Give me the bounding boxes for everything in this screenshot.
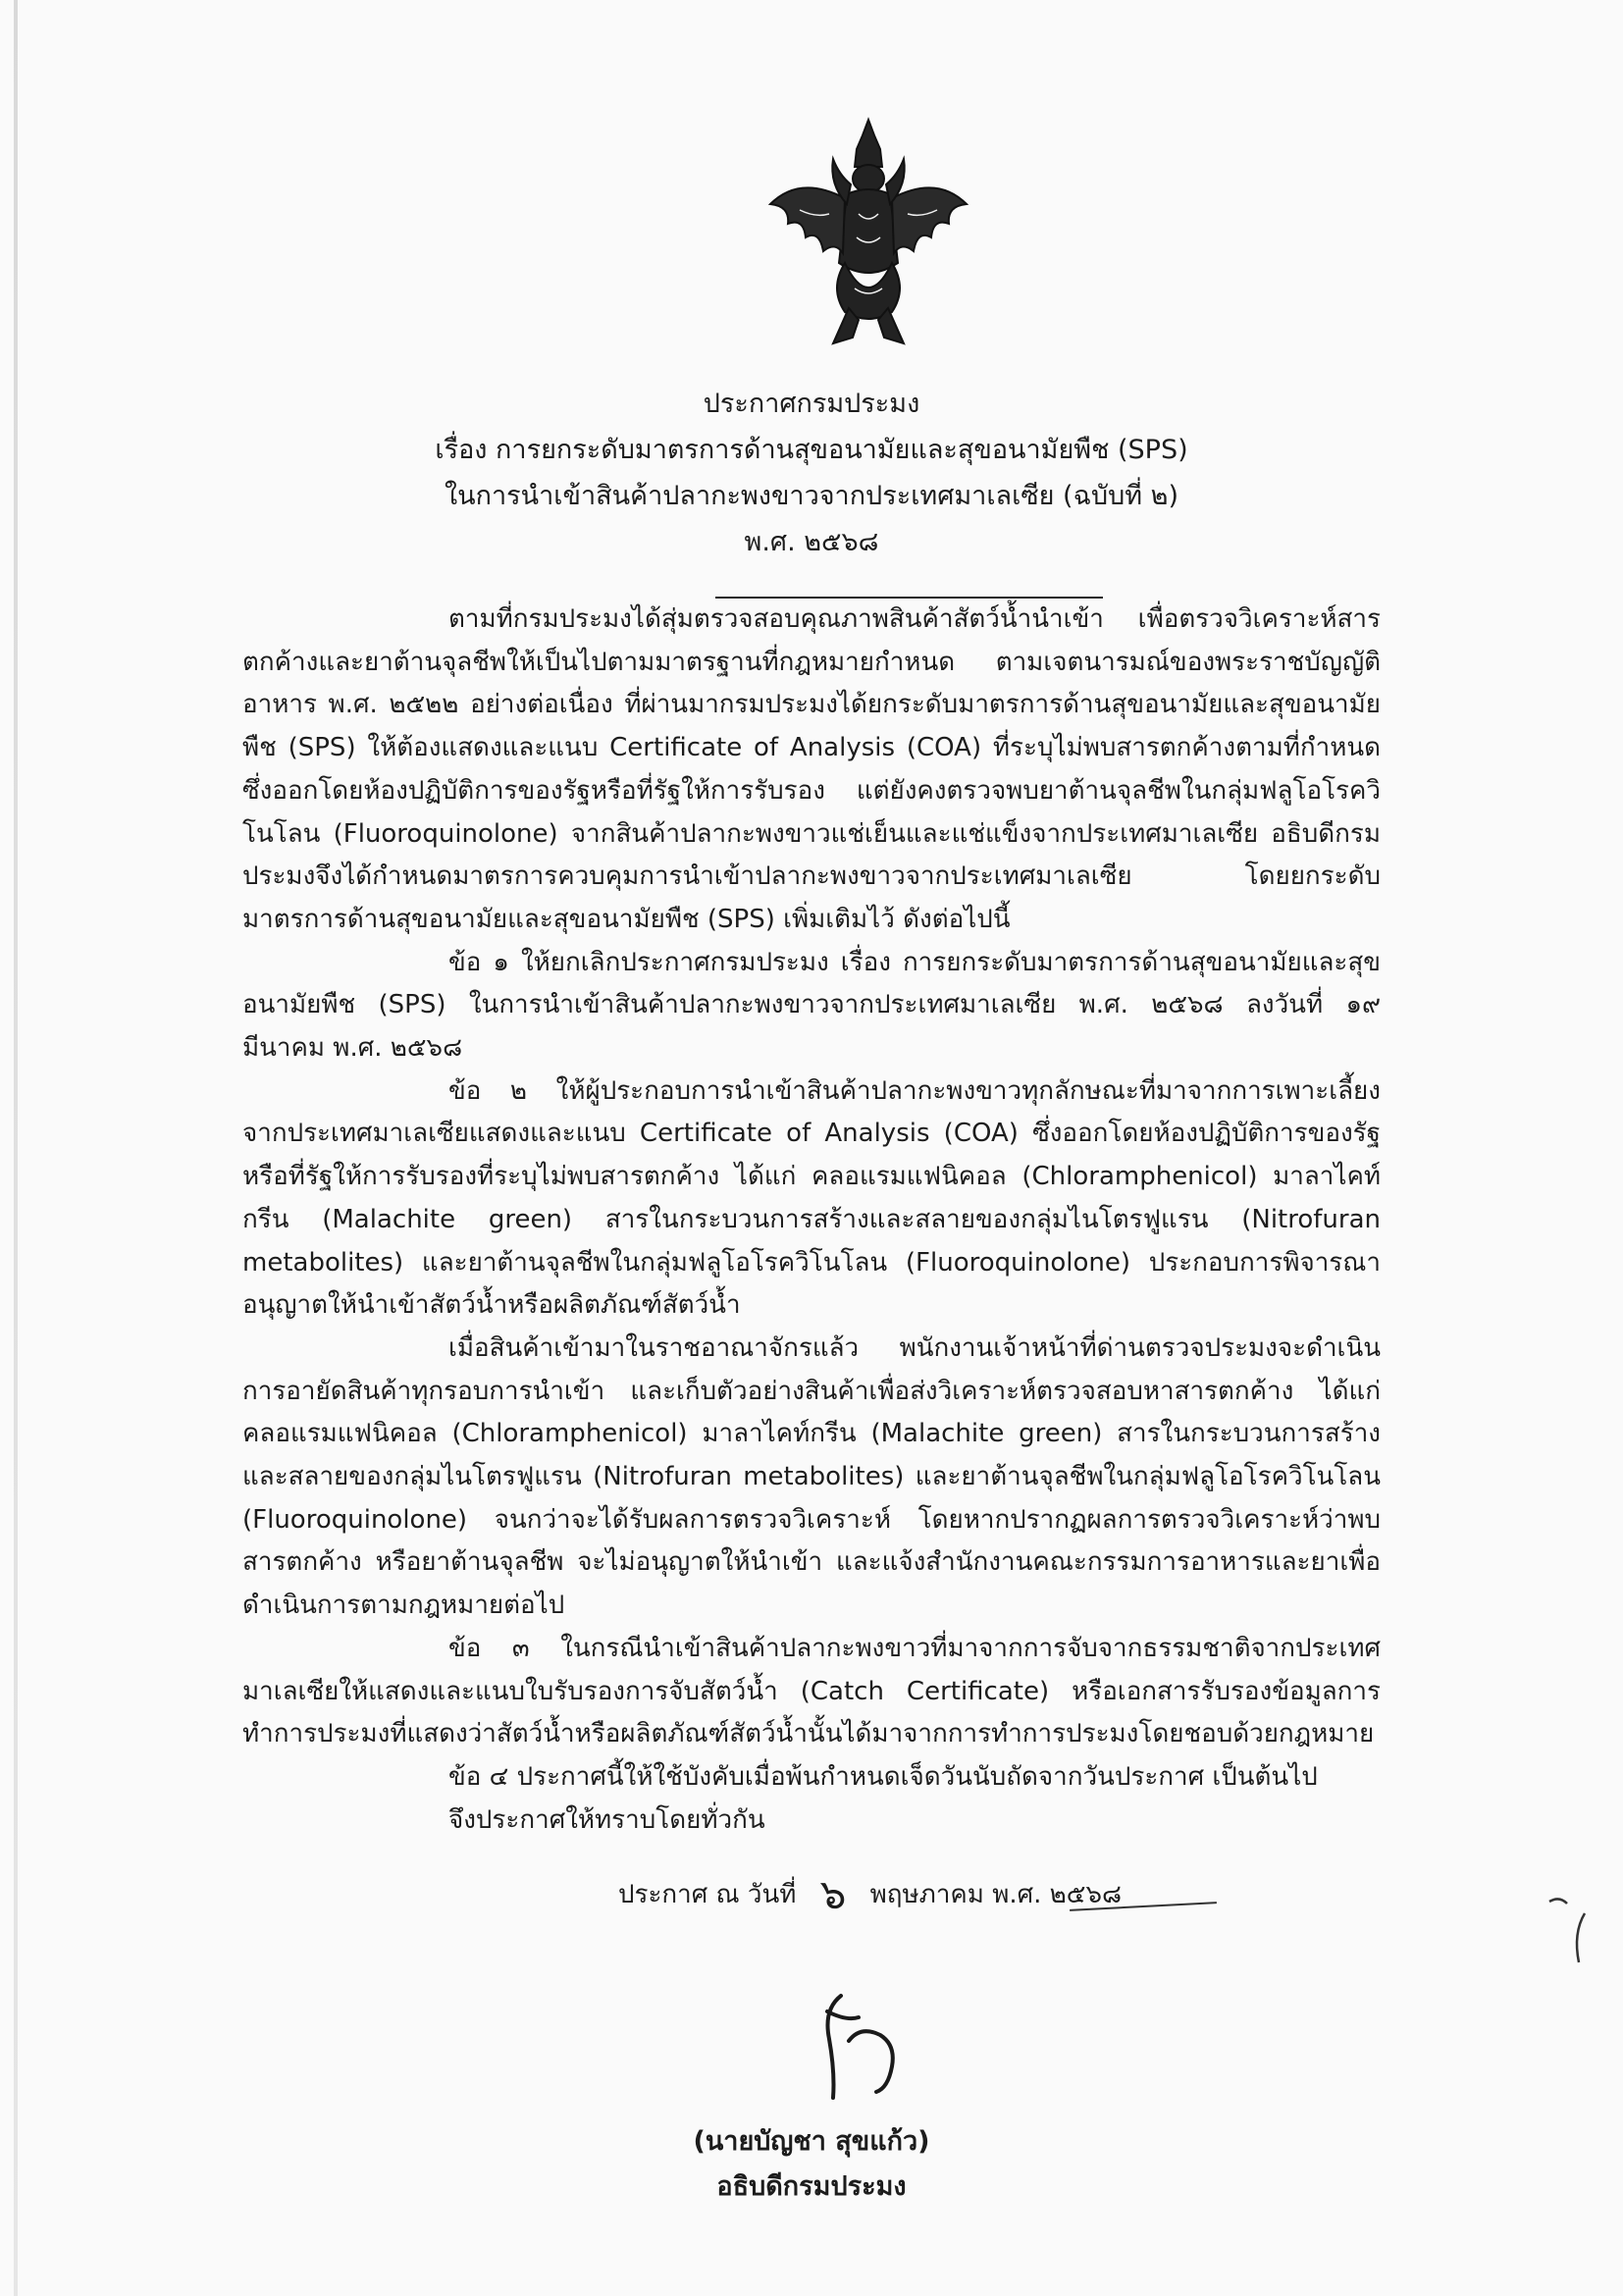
announcement-header bbox=[0, 381, 1623, 565]
date-prefix: ประกาศ ณ วันที่ bbox=[618, 1880, 797, 1909]
announcement-date bbox=[618, 1856, 1246, 1921]
header-year: พ.ศ. ๒๕๖๘ bbox=[744, 527, 879, 557]
paragraph-clause-2: ข้อ ๒ ให้ผู้ประกอบการนำเข้าสินค้าปลากะพงขาวทุกลักษณะที่มาจากการเพาะเลี้ยงจากประเทศมาเลเซียแสดงและแนบ Certificate of Analysis (COA) ซึ่งออกโดยห้องปฏิบัติการของรัฐหรือที่รัฐให้การรับรองที่ระบุไม่พบสารตกค้าง ได้แก่ คลอแรมแฟนิคอล (Chloramphenicol) มาลาไคท์กรีน (Malachite green) สารในกระบวนการสร้างและสลายของกลุ่มไนโตรฟูแรน (Nitrofuran metabolites) และยาต้านจุลชีพในกลุ่มฟลูโอโรควิโนโลน (Fluoroquinolone) ประกอบการพิจารณาอนุญาตให้นำเข้าสัตว์น้ำหรือผลิตภัณฑ์สัตว์น้ำ bbox=[242, 1075, 1381, 1321]
signer-name: (นายบัญชา สุขแก้ว) bbox=[693, 2126, 930, 2157]
date-day-handwritten: ๖ bbox=[819, 1870, 847, 1918]
margin-pen-mark bbox=[1545, 1894, 1604, 1972]
scan-edge bbox=[14, 0, 18, 2296]
handwritten-signature-icon bbox=[790, 1982, 937, 2110]
header-subject-cont: ในการนำเข้าสินค้าปลากะพงขาวจากประเทศมาเลเซีย (ฉบับที่ ๒) bbox=[445, 481, 1178, 511]
header-subject: เรื่อง การยกระดับมาตรการด้านสุขอนามัยและสุขอนามัยพืช (SPS) bbox=[435, 435, 1188, 465]
paragraph-closing: จึงประกาศให้ทราบโดยทั่วกัน bbox=[448, 1804, 765, 1835]
header-title: ประกาศกรมประมง bbox=[703, 389, 920, 419]
garuda-emblem-icon bbox=[760, 116, 976, 351]
paragraph-preamble: ตามที่กรมประมงได้สุ่มตรวจสอบคุณภาพสินค้าสัตว์น้ำนำเข้า เพื่อตรวจวิเคราะห์สารตกค้างและยาต้านจุลชีพให้เป็นไปตามมาตรฐานที่กฎหมายกำหนด ตามเจตนารมณ์ของพระราชบัญญัติอาหาร พ.ศ. ๒๕๒๒ อย่างต่อเนื่อง ที่ผ่านมากรมประมงได้ยกระดับมาตรการด้านสุขอนามัยและสุขอนามัยพืช (SPS) ให้ต้องแสดงและแนบ Certificate of Analysis (COA) ที่ระบุไม่พบสารตกค้างตามที่กำหนด ซึ่งออกโดยห้องปฏิบัติการของรัฐหรือที่รัฐให้การรับรอง แต่ยังคงตรวจพบยาต้านจุลชีพในกลุ่มฟลูโอโรควิโนโลน (Fluoroquinolone) จากสินค้าปลากะพงขาวแช่เย็นและแช่แข็งจากประเทศมาเลเซีย อธิบดีกรมประมงจึงได้กำหนดมาตรการควบคุมการนำเข้าปลากะพงขาวจากประเทศมาเลเซีย โดยยกระดับมาตรการด้านสุขอนามัยและสุขอนามัยพืช (SPS) เพิ่มเติมไว้ ดังต่อไปนี้ bbox=[242, 604, 1381, 934]
paragraph-clause-3: ข้อ ๓ ในกรณีนำเข้าสินค้าปลากะพงขาวที่มาจากการจับจากธรรมชาติจากประเทศมาเลเซียให้แสดงและแนบใบรับรองการจับสัตว์น้ำ (Catch Certificate) หรือเอกสารรับรองข้อมูลการทำการประมงที่แสดงว่าสัตว์น้ำหรือผลิตภัณฑ์สัตว์น้ำนั้นได้มาจากการทำการประมงโดยชอบด้วยกฎหมาย bbox=[242, 1633, 1381, 1749]
announcement-body bbox=[242, 599, 1381, 1842]
paragraph-clause-2-cont: เมื่อสินค้าเข้ามาในราชอาณาจักรแล้ว พนักงานเจ้าหน้าที่ด่านตรวจประมงจะดำเนินการอายัดสินค้าทุกรอบการนำเข้า และเก็บตัวอย่างสินค้าเพื่อส่งวิเคราะห์ตรวจสอบหาสารตกค้าง ได้แก่ คลอแรมแฟนิคอล (Chloramphenicol) มาลาไคท์กรีน (Malachite green) สารในกระบวนการสร้างและสลายของกลุ่มไนโตรฟูแรน (Nitrofuran metabolites) และยาต้านจุลชีพในกลุ่มฟลูโอโรควิโนโลน (Fluoroquinolone) จนกว่าจะได้รับผลการตรวจวิเคราะห์ โดยหากปรากฏผลการตรวจวิเคราะห์ว่าพบสารตกค้าง หรือยาต้านจุลชีพ จะไม่อนุญาตให้นำเข้า และแจ้งสำนักงานคณะกรรมการอาหารและยาเพื่อดำเนินการตามกฎหมายต่อไป bbox=[242, 1332, 1381, 1621]
date-month-year: พฤษภาคม พ.ศ. ๒๕๖๘ bbox=[869, 1880, 1123, 1909]
signer-position: อธิบดีกรมประมง bbox=[716, 2171, 907, 2202]
paragraph-clause-1: ข้อ ๑ ให้ยกเลิกประกาศกรมประมง เรื่อง การยกระดับมาตรการด้านสุขอนามัยและสุขอนามัยพืช (SPS) ในการนำเข้าสินค้าปลากะพงขาวจากประเทศมาเลเซีย พ.ศ. ๒๕๖๘ ลงวันที่ ๑๙ มีนาคม พ.ศ. ๒๕๖๘ bbox=[242, 947, 1381, 1064]
paragraph-clause-4: ข้อ ๔ ประกาศนี้ให้ใช้บังคับเมื่อพ้นกำหนดเจ็ดวันนับถัดจากวันประกาศ เป็นต้นไป bbox=[448, 1761, 1318, 1792]
